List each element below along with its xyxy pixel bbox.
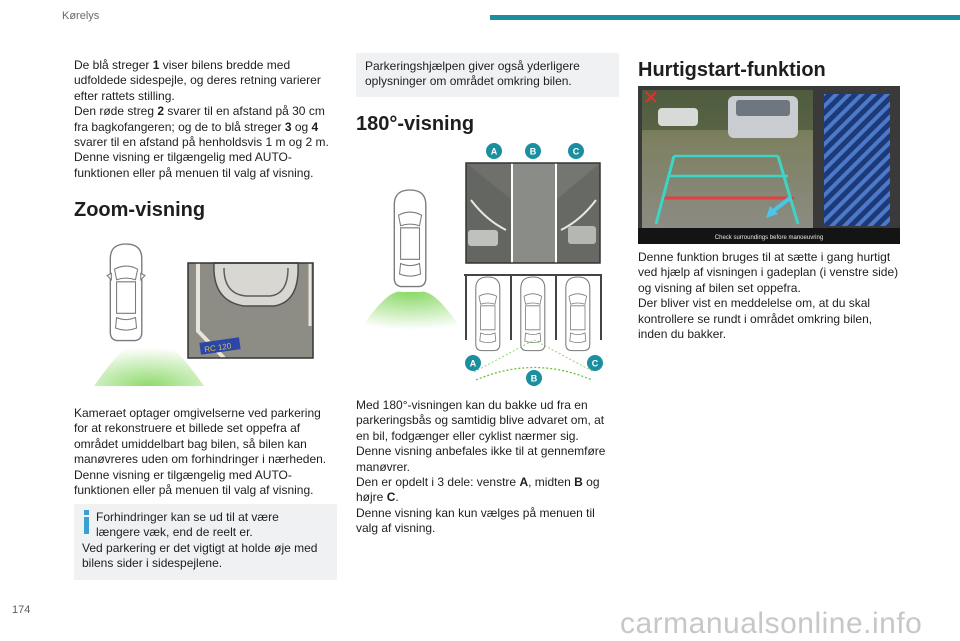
text-line: inden du bakker.: [638, 327, 727, 342]
text-line: højre C.: [356, 490, 399, 505]
180-description: [356, 398, 621, 537]
car-top-view-icon: [107, 244, 145, 341]
parking-bays-diagram: [464, 275, 602, 380]
note-line: Forhindringer kan se ud til at være: [96, 510, 279, 524]
180-camera-screen: [466, 163, 600, 263]
text-line: manøvrer.: [356, 459, 411, 474]
intro-lines: [74, 58, 344, 181]
text-line: Denne visning er tilgængelig med AUTO-: [74, 467, 292, 482]
note-line: længere væk, end de reelt er.: [96, 525, 253, 540]
label-b-top: [525, 143, 541, 159]
label-b-bottom: [526, 370, 542, 386]
svg-text:B: B: [530, 373, 538, 384]
text-line: funktionen eller på menuen til valg af visning.: [74, 165, 314, 180]
text-line: kontrollere se rundt i området omkring bilen,: [638, 311, 873, 326]
text-line: De blå streger 1 viser bilens bredde med: [74, 58, 291, 72]
text-line: for at rekonstruere et billede set oppefra af: [74, 421, 301, 436]
text-line: Der bliver vist en meddelelse om, at du skal: [638, 296, 871, 311]
text-line: funktionen eller på menuen til valg af visning.: [74, 483, 314, 498]
quickstart-screen-illustration: [638, 86, 900, 244]
text-line: Den er opdelt i 3 dele: venstre A, midten B og: [356, 475, 600, 490]
note-line: oplysninger om området omkring bilen.: [365, 74, 572, 89]
text-line: svarer til en afstand på henholdsvis 1 m og 2 m.: [74, 135, 329, 150]
text-line: Denne funktion bruges til at sætte i gang hurtigt: [638, 250, 891, 264]
svg-text:B: B: [529, 146, 537, 157]
svg-text:RC 120: RC 120: [203, 341, 232, 355]
section-title: Kørelys: [62, 10, 100, 22]
quickstart-heading: Hurtigstart-funktion: [638, 59, 826, 81]
watermark: carmanualsonline.info: [620, 607, 923, 640]
zoom-camera-screen: [188, 263, 313, 358]
header-accent-bar: [490, 15, 960, 20]
note-line: Parkeringshjælpen giver også yderligere: [365, 59, 580, 73]
zoom-description: [74, 406, 344, 498]
text-line: Denne visning kan kun vælges på menuen til: [356, 505, 595, 520]
svg-text:A: A: [469, 358, 477, 369]
text-line: udfoldede sidespejle, og deres retning varierer: [74, 73, 321, 88]
text-line: Kameraet optager omgivelserne ved parkering: [74, 406, 321, 420]
screen-caption: Check surroundings before manoeuvring: [714, 235, 824, 241]
text-line: efter rattets stilling.: [74, 88, 175, 103]
intro-paragraph: [74, 58, 344, 181]
text-line: Den røde streg 2 svarer til en afstand på 30 cm: [74, 104, 325, 119]
zoom-heading: Zoom-visning: [74, 199, 206, 221]
text-line: valg af visning.: [356, 521, 436, 536]
text-line: Med 180°-visningen kan du bakke ud fra en: [356, 398, 588, 412]
label-a-bottom: [465, 355, 481, 371]
text-line: Denne visning er tilgængelig med AUTO-: [74, 150, 292, 165]
svg-text:C: C: [572, 146, 580, 157]
label-a-top: [486, 143, 502, 159]
warning-note: [74, 504, 337, 580]
car-top-view-icon: [394, 190, 426, 287]
text-line: manøvreres uden om forhindringer i nærheden.: [74, 452, 327, 467]
zoom-view-illustration: [74, 236, 344, 391]
text-line: fra bagkofangeren; og de to blå streger 3 og 4: [74, 119, 319, 134]
180-view-illustration: [356, 140, 618, 392]
note-line: Ved parkering er det vigtigt at holde øje med: [82, 540, 318, 555]
180-heading: 180°-visning: [356, 113, 475, 135]
label-c-bottom: [587, 355, 603, 371]
parking-info-note: [356, 53, 619, 97]
text-line: området umiddelbart bag bilen, så bilen kan: [74, 436, 307, 451]
quickstart-description: [638, 250, 908, 342]
note-line: bilens sider i sidespejlene.: [82, 556, 223, 571]
page-number: 174: [12, 604, 31, 616]
svg-text:A: A: [490, 146, 498, 157]
text-line: parkeringsbås og samtidig blive advaret om, at: [356, 413, 605, 428]
text-line: en bil, fodgænger eller cyklist nærmer sig.: [356, 428, 579, 443]
label-c-top: [568, 143, 584, 159]
text-line: ved hjælp af visningen i gadeplan (i venstre side): [638, 265, 899, 280]
text-line: Denne visning anbefales ikke til at gennemføre: [356, 444, 606, 459]
text-line: og visning af bilen set oppefra.: [638, 280, 801, 295]
svg-text:C: C: [591, 358, 599, 369]
